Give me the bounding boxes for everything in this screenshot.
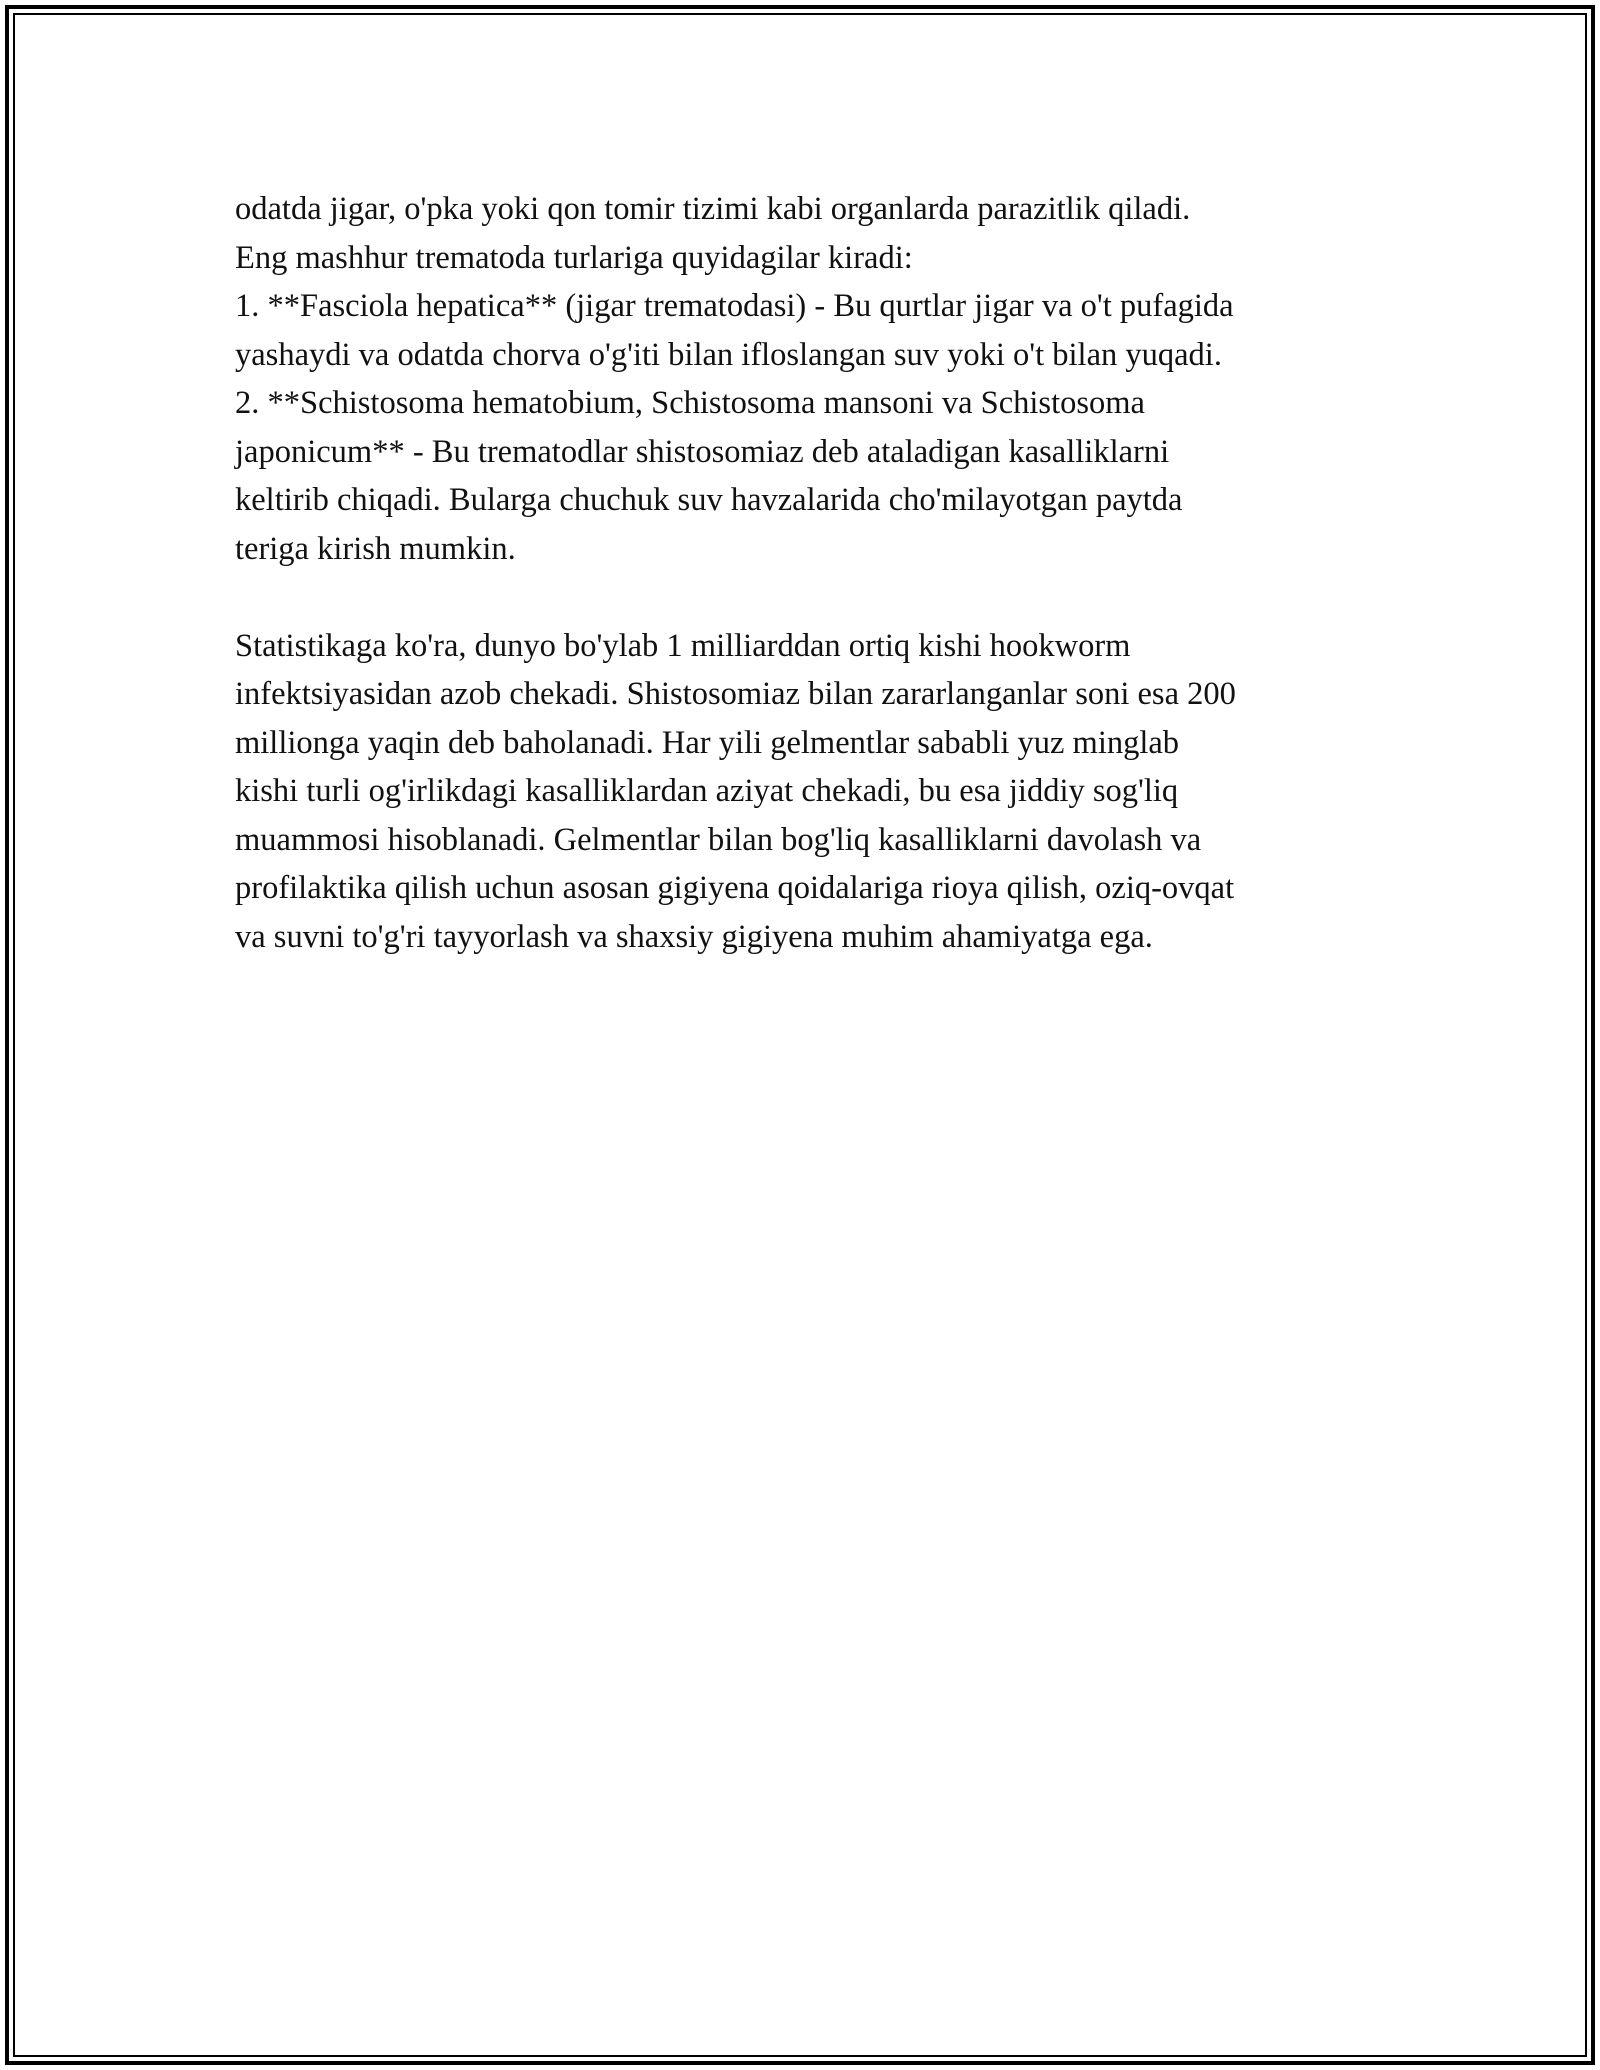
paragraph-1 [235, 185, 1375, 573]
document-body [235, 185, 1375, 961]
text-line: kishi turli og'irlikdagi kasalliklardan aziyat chekadi, bu esa jiddiy sog'liq [235, 773, 1179, 809]
text-line: teriga kirish mumkin. [235, 530, 516, 567]
text-line: infektsiyasidan azob chekadi. Shistosomiaz bilan zararlanganlar soni esa 200 [235, 676, 1236, 712]
text-line: millionga yaqin deb baholanadi. Har yili gelmentlar sababli yuz minglab [235, 724, 1180, 761]
text-line: odatda jigar, o'pka yoki qon tomir tizimi kabi organlarda parazitlik qiladi. [235, 191, 1191, 227]
text-line: japonicum** - Bu trematodlar shistosomiaz deb ataladigan kasalliklarni [235, 433, 1170, 470]
list-item-fasciola: 1. **Fasciola hepatica** (jigar trematodasi) - Bu qurtlar jigar va o't pufagida [235, 288, 1234, 324]
text-line: yashaydi va odatda chorva o'g'iti bilan ifloslangan suv yoki o't bilan yuqadi. [235, 336, 1222, 373]
text-line: profilaktika qilish uchun asosan gigiyena qoidalariga rioya qilish, oziq-ovqat [235, 870, 1235, 906]
paragraph-2 [235, 622, 1375, 962]
text-line: Eng mashhur trematoda turlariga quyidagilar kiradi: [235, 239, 913, 276]
paragraph-spacer [235, 573, 1375, 622]
text-line: keltirib chiqadi. Bularga chuchuk suv havzalarida cho'milayotgan paytda [235, 482, 1183, 518]
text-line: muammosi hisoblanadi. Gelmentlar bilan bog'liq kasalliklarni davolash va [235, 821, 1202, 858]
text-line: Statistikaga ko'ra, dunyo bo'ylab 1 milliarddan ortiq kishi hookworm [235, 627, 1131, 664]
text-line: va suvni to'g'ri tayyorlash va shaxsiy gigiyena muhim ahamiyatga ega. [235, 918, 1153, 955]
list-item-schistosoma: 2. **Schistosoma hematobium, Schistosoma mansoni va Schistosoma [235, 385, 1145, 421]
